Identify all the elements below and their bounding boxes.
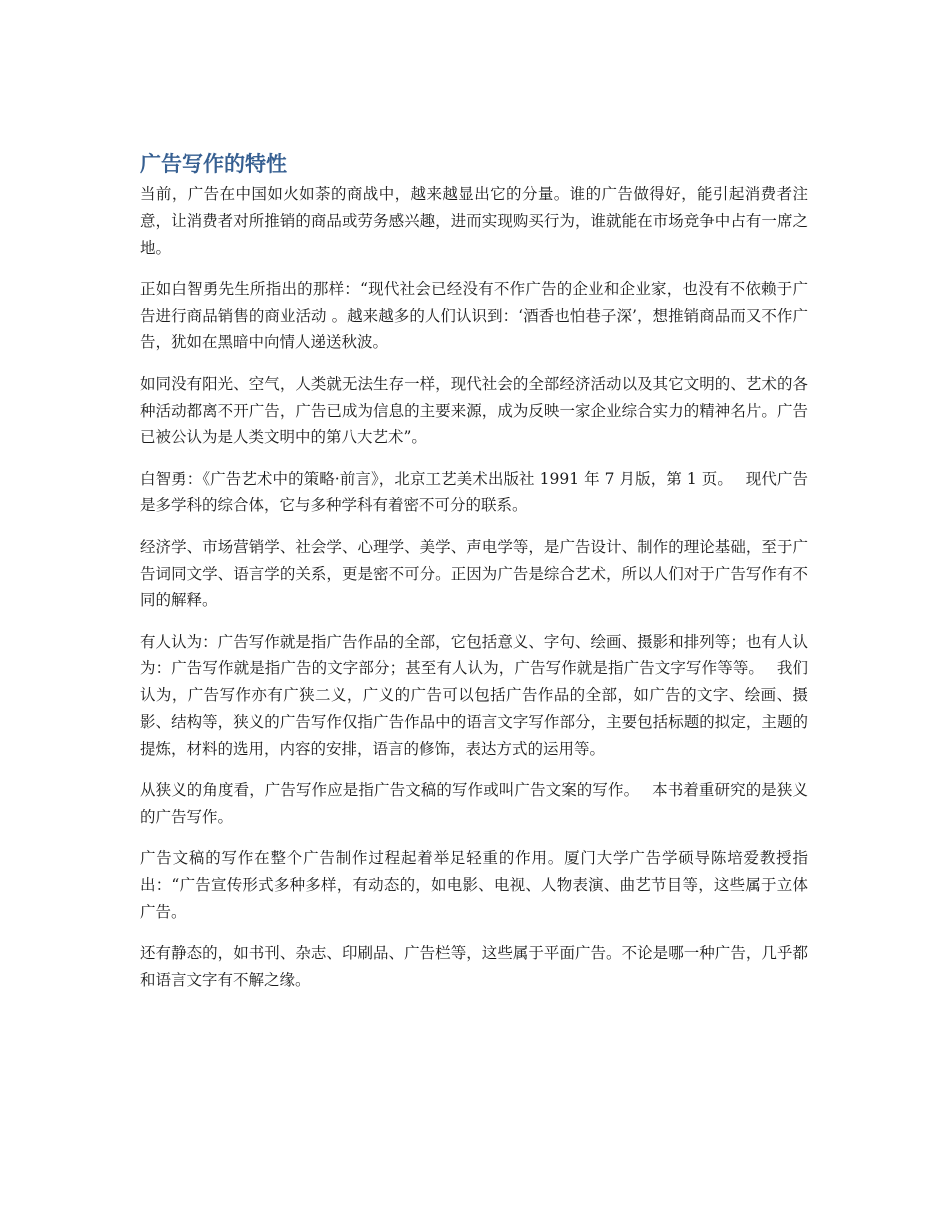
paragraph: 有人认为：广告写作就是指广告作品的全部，它包括意义、字句、绘画、摄影和排列等；也有人认为：广告写作就是指广告的文字部分；甚至有人认为，广告写作就是指广告文字写作等等。 我们认为，广告写作亦有广狭二义，广义的广告可以包括广告作品的全部，如广告的文字、绘画、摄影、结构等，狭义的广告写作仅指广告作品中的语言文字写作部分，主要包括标题的拟定，主题的提炼，材料的选用，内容的安排，语言的修饰，表达方式的运用等。 [140, 632, 808, 758]
paragraph: 经济学、市场营销学、社会学、心理学、美学、声电学等，是广告设计、制作的理论基础，至于广告词同文学、语言学的关系，更是密不可分。正因为广告是综合艺术，所以人们对于广告写作有不同的解释。 [140, 537, 808, 610]
document-body [140, 148, 808, 1008]
paragraph: 还有静态的，如书刊、杂志、印刷品、广告栏等，这些属于平面广告。不论是哪一种广告，几乎都和语言文字有不解之缘。 [140, 944, 808, 989]
paragraph: 白智勇：《广告艺术中的策略·前言》，北京工艺美术出版社 1991 年 7 月版，第 1 页。 现代广告是多学科的综合体，它与多种学科有着密不可分的联系。 [140, 469, 808, 515]
paragraph: 如同没有阳光、空气，人类就无法生存一样，现代社会的全部经济活动以及其它文明的、艺术的各种活动都离不开广告，广告已成为信息的主要来源，成为反映一家企业综合实力的精神名片。广告已被公认为是人类文明中的第八大艺术”。 [140, 374, 808, 447]
paragraph: 从狭义的角度看，广告写作应是指广告文稿的写作或叫广告文案的写作。 本书着重研究的是狭义的广告写作。 [140, 781, 808, 826]
paragraph: 广告文稿的写作在整个广告制作过程起着举足轻重的作用。厦门大学广告学硕导陈培爱教授指出：“广告宣传形式多种多样，有动态的，如电影、电视、人物表演、曲艺节目等，这些属于立体广告。 [140, 849, 808, 921]
paragraph: 正如白智勇先生所指出的那样：“现代社会已经没有不作广告的企业和企业家，也没有不依赖于广告进行商品销售的商业活动 。越来越多的人们认识到：‘酒香也怕巷子深’，想推销商品而又不作广告，犹如在黑暗中向情人递送秋波。 [140, 279, 808, 352]
document-title: 广告写作的特性 [140, 152, 287, 176]
paragraph: 当前，广告在中国如火如荼的商战中，越来越显出它的分量。谁的广告做得好，能引起消费者注意，让消费者对所推销的商品或劳务感兴趣，进而实现购买行为，谁就能在市场竞争中占有一席之地。 [140, 185, 808, 257]
